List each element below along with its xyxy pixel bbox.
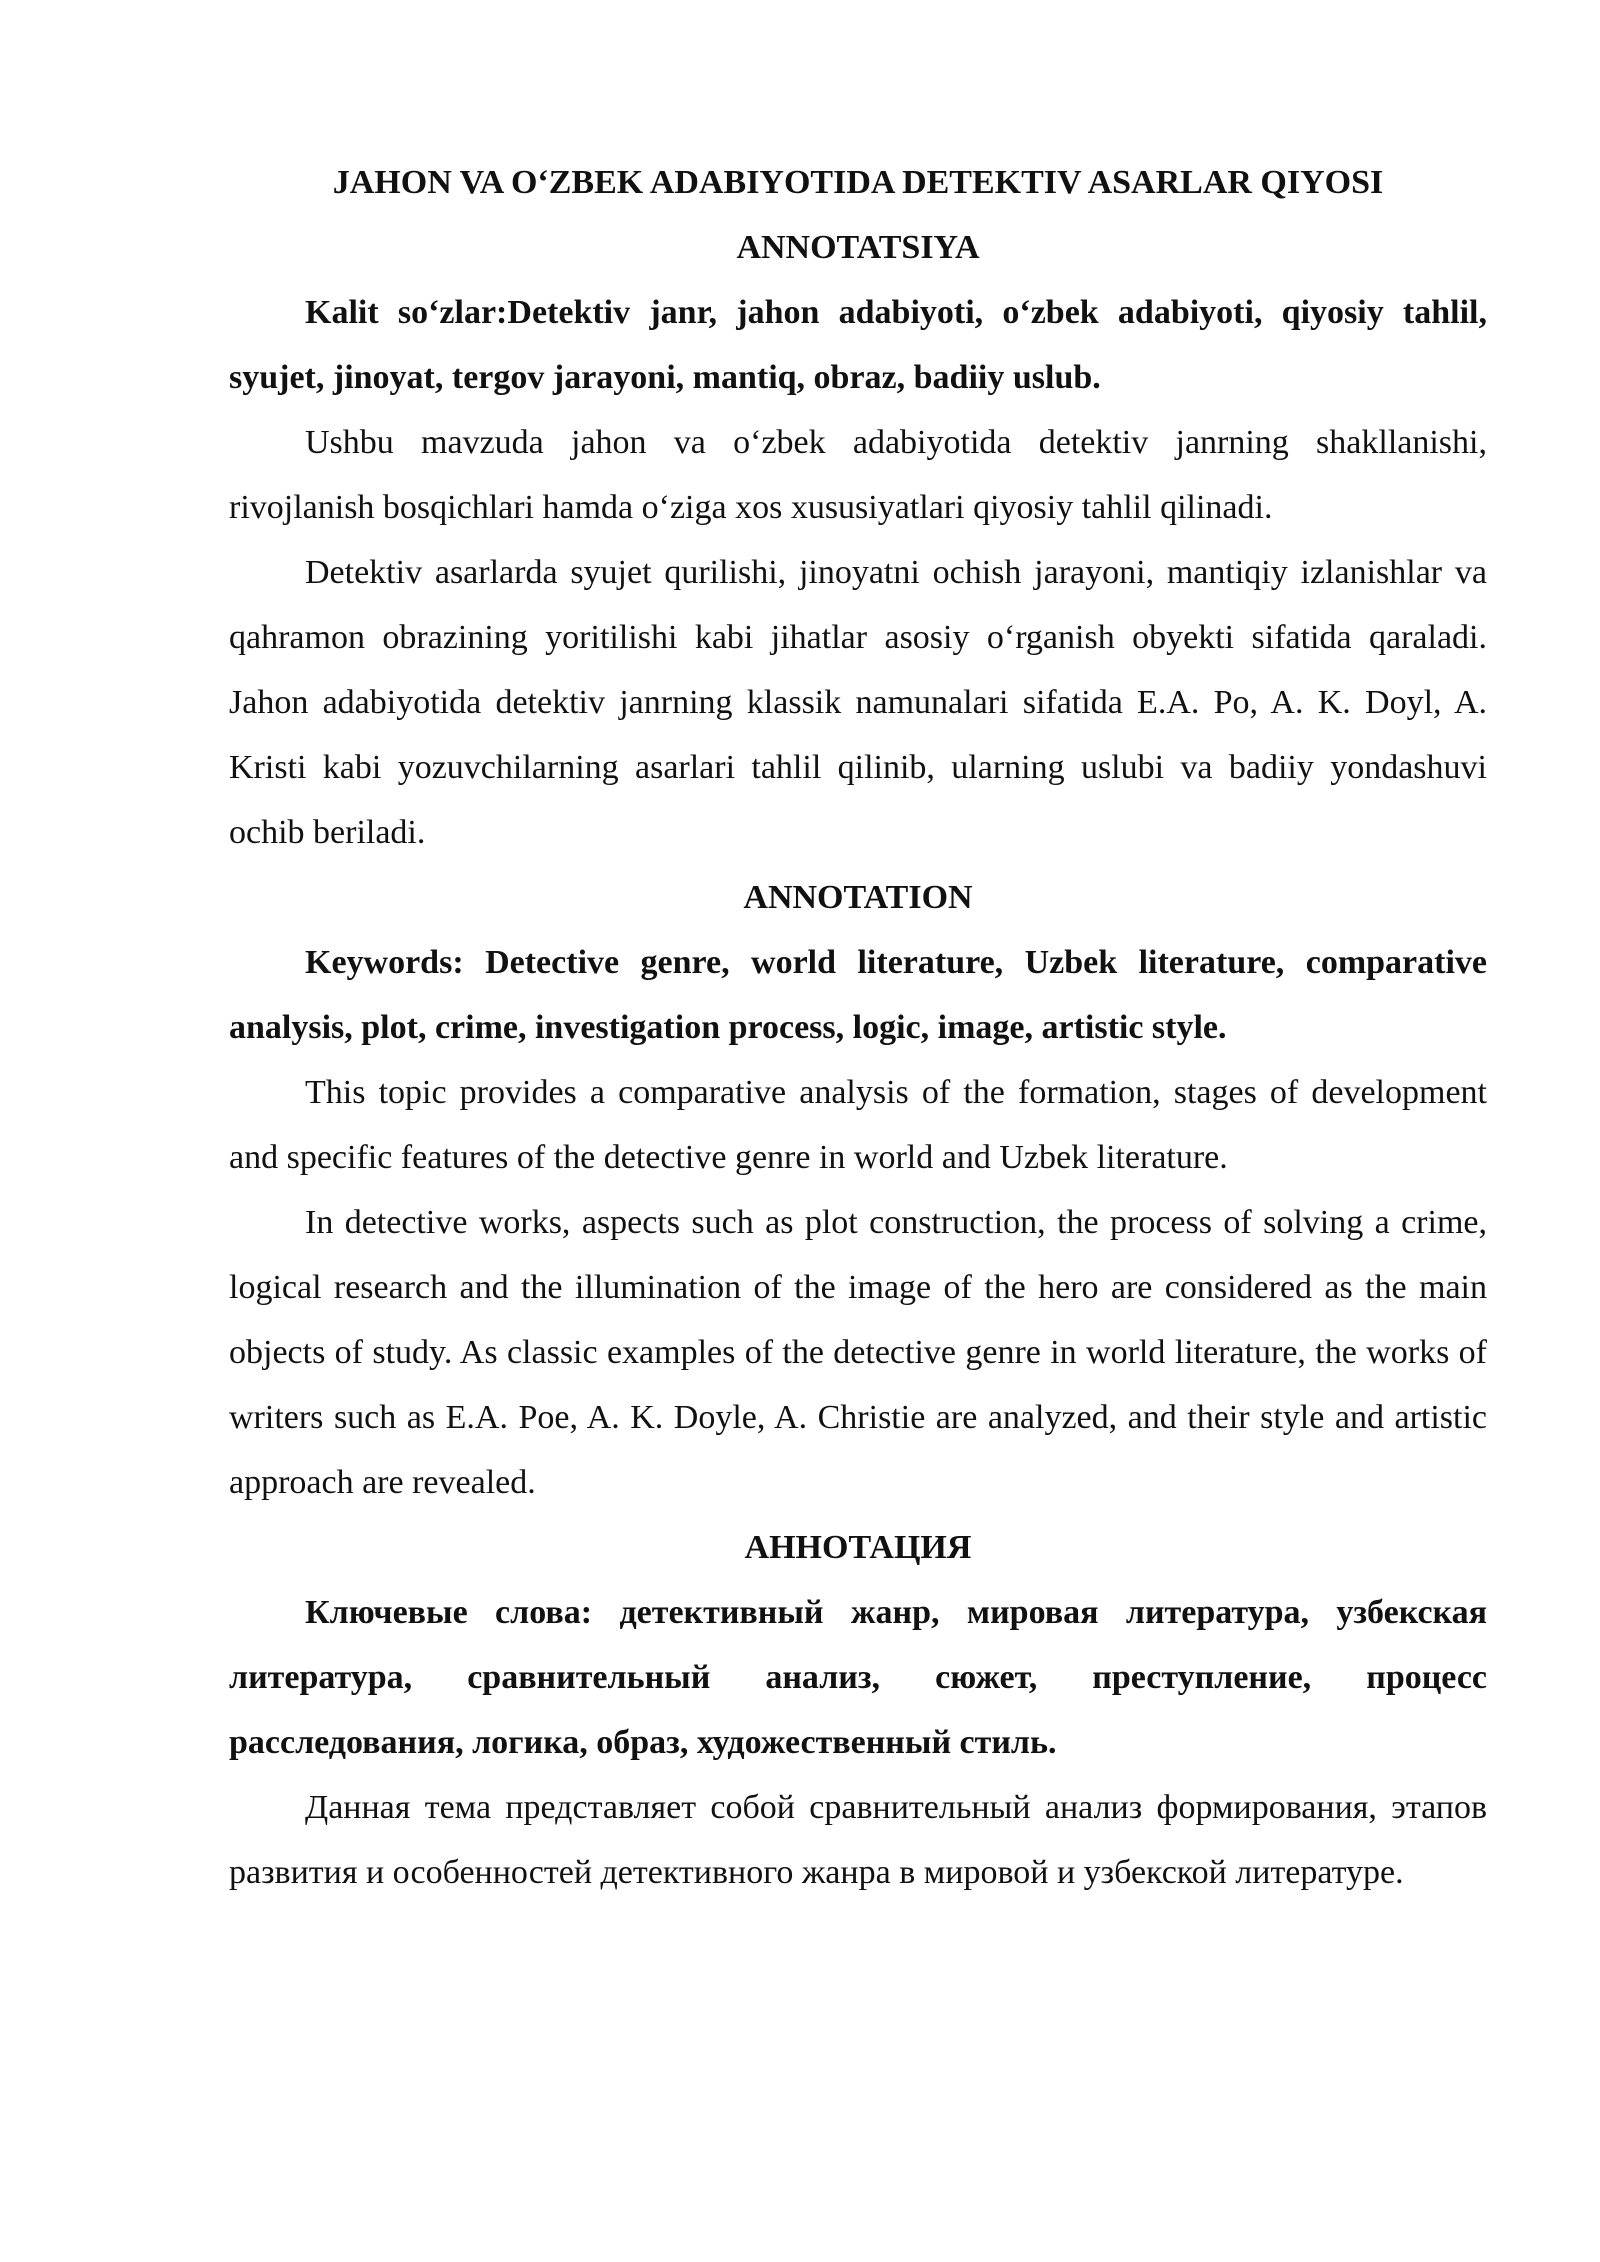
keywords-label-uz: Kalit so‘zlar: [305, 294, 508, 331]
paragraph-ru-1: Данная тема представляет собой сравнительный анализ формирования, этапов развития и особенностей детективного жанра в мировой и узбекской литературе. [229, 1789, 1487, 1891]
keywords-uz [229, 280, 1487, 410]
section-heading-ru: АННОТАЦИЯ [744, 1529, 972, 1566]
keywords-ru [229, 1580, 1487, 1775]
section-heading-uz: ANNOTATSIYA [736, 229, 980, 266]
keywords-text-ru: детективный жанр, мировая литература, узбекская литература, сравнительный анализ, сюжет, преступление, процесс расследования, логика, образ, художественный стиль. [229, 1594, 1488, 1761]
paragraph-uz-2: Detektiv asarlarda syujet qurilishi, jinoyatni ochish jarayoni, mantiqiy izlanishlar va qahramon obrazining yoritilishi kabi jihatlar asosiy o‘rganish obyekti sifatida qaraladi. Jahon adabiyotida detektiv janrning klassik namunalari sifatida E.A. Po, A. K. Doyl, A. Kristi kabi yozuvchilarning asarlari tahlil qilinib, ularning uslubi va badiiy yondashuvi ochib beriladi. [229, 554, 1487, 851]
paragraph-en-1: This topic provides a comparative analysis of the formation, stages of development and specific features of the detective genre in world and Uzbek literature. [229, 1074, 1487, 1176]
paragraph-uz-1: Ushbu mavzuda jahon va o‘zbek adabiyotida detektiv janrning shakllanishi, rivojlanish bosqichlari hamda o‘ziga xos xususiyatlari qiyosiy tahlil qilinadi. [229, 424, 1487, 526]
keywords-label-en: Keywords: [305, 944, 486, 981]
keywords-en [229, 930, 1487, 1060]
document-title: JAHON VA O‘ZBEK ADABIYOTIDA DETEKTIV ASARLAR QIYOSI [332, 164, 1384, 201]
keywords-text-uz: Detektiv janr, jahon adabiyoti, o‘zbek adabiyoti, qiyosiy tahlil, syujet, jinoyat, tergov jarayoni, mantiq, obraz, badiiy uslub. [229, 294, 1487, 396]
keywords-label-ru: Ключевые слова: [305, 1594, 620, 1631]
paragraph-en-2: In detective works, aspects such as plot construction, the process of solving a crime, logical research and the illumination of the image of the hero are considered as the main objects of study. As classic examples of the detective genre in world literature, the works of writers such as E.A. Poe, A. K. Doyle, A. Christie are analyzed, and their style and artistic approach are revealed. [229, 1204, 1487, 1501]
keywords-text-en: Detective genre, world literature, Uzbek literature, comparative analysis, plot, crime, investigation process, logic, image, artistic style. [229, 944, 1487, 1046]
document-page [229, 150, 1487, 1905]
section-heading-en: ANNOTATION [743, 879, 973, 916]
